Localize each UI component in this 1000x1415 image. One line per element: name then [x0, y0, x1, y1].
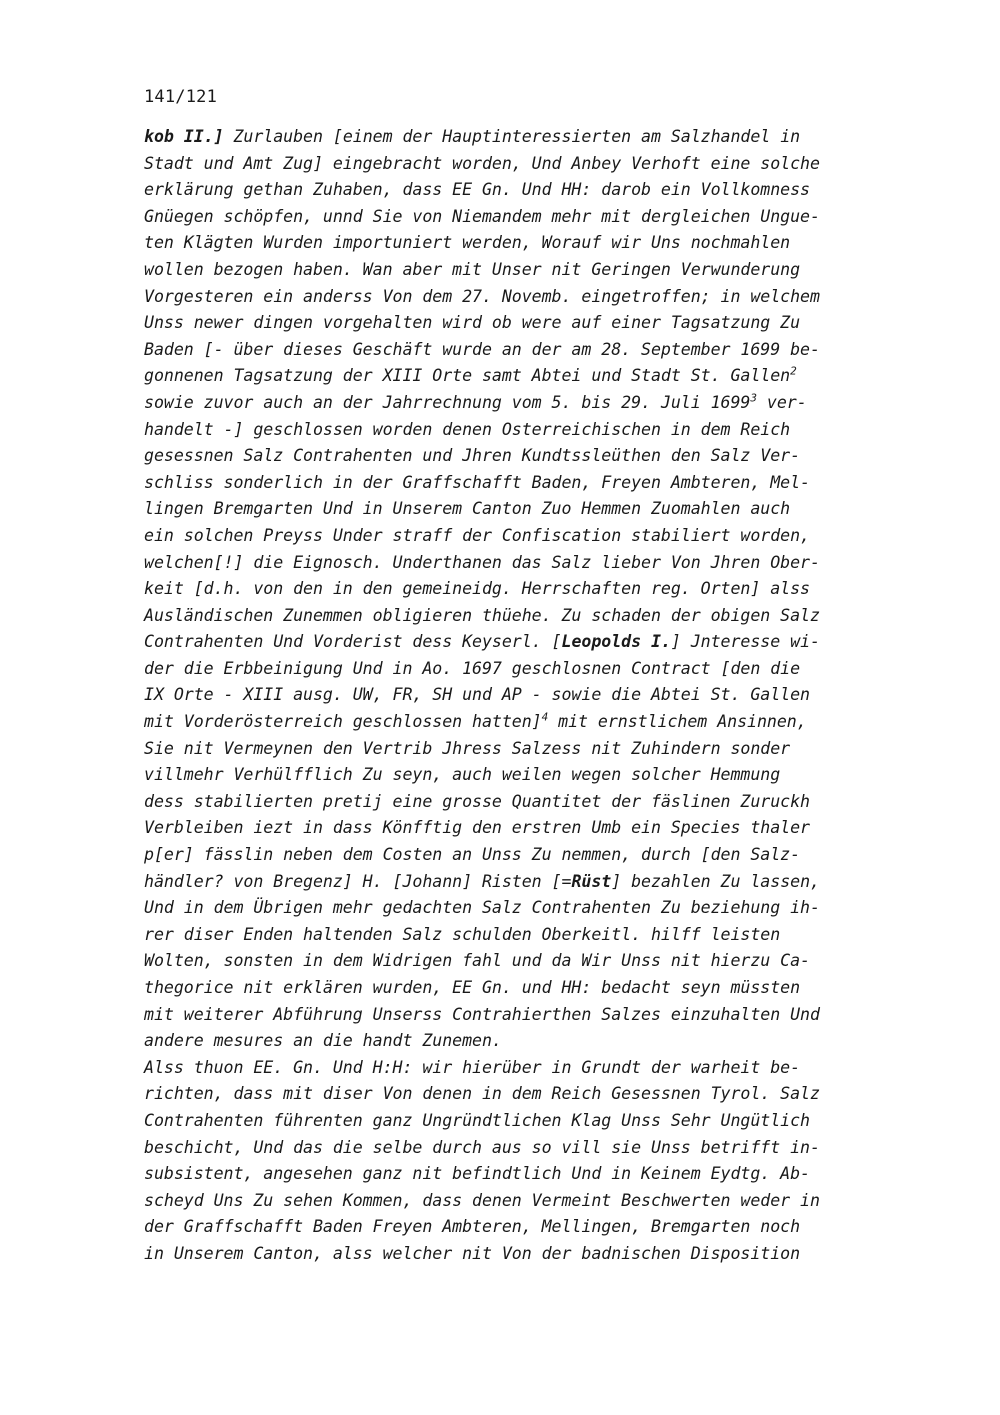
- text-segment: Zurlauben [einem der Hauptinteressierten am Salzhandel in: [223, 127, 801, 146]
- text-segment: erklärung gethan Zuhaben, dass EE Gn. Und HH: darob ein Vollkomness: [144, 180, 810, 200]
- text-segment: beschicht, Und das die selbe durch aus so vill sie Unss betrifft in-: [144, 1137, 820, 1157]
- text-segment: der die Erbbeinigung Und in Ao. 1697 geschlosnen Contract [den die: [144, 658, 801, 678]
- text-line: [144, 922, 924, 949]
- text-segment: Gnüegen schöpfen, unnd Sie von Niemandem mehr mit dergleichen Ungue-: [144, 206, 820, 226]
- text-line: [144, 1081, 924, 1108]
- text-segment: Sie nit Vermeynen den Vertrib Jhress Salzess nit Zuhindern sonder: [144, 738, 791, 758]
- text-segment: dess stabilierten pretij eine grosse Quantitet der fäslinen Zuruckh: [144, 791, 810, 811]
- footnote-marker: 2: [790, 364, 797, 378]
- text-line: [144, 1028, 924, 1055]
- text-segment: ver-: [756, 392, 807, 412]
- text-line: [144, 842, 924, 869]
- text-segment: Baden [- über dieses Geschäft wurde an der am 28. September 1699 be-: [144, 339, 820, 359]
- text-segment: villmehr Verhülfflich Zu seyn, auch weilen wegen solcher Hemmung: [144, 765, 781, 785]
- text-segment: ten Klägten Wurden importuniert werden, Worauf wir Uns nochmahlen: [144, 233, 791, 253]
- footnote-marker: 4: [541, 710, 549, 724]
- text-line: [144, 470, 924, 497]
- text-segment: händler? von Bregenz] H. [Johann] Risten [=: [144, 871, 572, 891]
- text-segment: schliss sonderlich in der Graffschafft Baden, Freyen Ambteren, Mel-: [144, 472, 810, 492]
- text-segment: der Graffschafft Baden Freyen Ambteren, Mellingen, Bremgarten noch: [144, 1217, 801, 1237]
- text-segment: Wolten, sonsten in dem Widrigen fahl und da Wir Unss nit hierzu Ca-: [144, 951, 810, 971]
- footnote-marker: 3: [750, 391, 757, 405]
- text-segment: Verbleiben iezt in dass Könfftig den erstren Umb ein Species thaler: [144, 818, 810, 838]
- text-line: [144, 1161, 924, 1188]
- text-segment: thegorice nit erklären wurden, EE Gn. und HH: bedacht seyn müssten: [144, 978, 801, 997]
- text-segment: keit [d.h. von den in den gemeineidg. Herrschaften reg. Orten] alss: [144, 579, 810, 599]
- bold-text-segment: Rüst: [571, 871, 612, 891]
- text-line: [144, 124, 924, 151]
- text-segment: gesessnen Salz Contrahenten und Jhren Kundtssleüthen den Salz Ver-: [144, 446, 801, 466]
- text-line: [144, 1214, 924, 1241]
- text-line: [144, 895, 924, 922]
- text-line: [144, 1135, 924, 1162]
- text-segment: andere mesures an die handt Zunemen.: [144, 1031, 502, 1051]
- text-line: [144, 337, 924, 364]
- text-segment: wollen bezogen haben. Wan aber mit Unser nit Geringen Verwunderung: [144, 259, 801, 279]
- text-segment: mit Vorderösterreich geschlossen hatten]: [144, 712, 542, 732]
- bold-text-segment: Leopolds I.: [561, 632, 671, 652]
- text-segment: mit weiterer Abführung Unserss Contrahierthen Salzes einzuhalten Und: [144, 1004, 820, 1024]
- text-segment: rer diser Enden haltenden Salz schulden Oberkeitl. hilff leisten: [144, 924, 781, 944]
- text-segment: ein solchen Preyss Under straff der Confiscation stabiliert worden,: [144, 525, 810, 545]
- text-segment: Ausländischen Zunemmen obligieren thüehe. Zu schaden der obigen Salz: [144, 605, 820, 625]
- text-line: [144, 682, 924, 709]
- text-line: [144, 550, 924, 577]
- text-segment: welchen[!] die Eignosch. Underthanen das Salz lieber Von Jhren Ober-: [144, 552, 820, 572]
- text-segment: in Unserem Canton, alss welcher nit Von der badnischen Disposition: [144, 1243, 801, 1263]
- text-segment: handelt -] geschlossen worden denen Osterreichischen in dem Reich: [144, 419, 791, 439]
- text-line: [144, 363, 924, 390]
- text-line: [144, 975, 924, 1002]
- text-line: [144, 177, 924, 204]
- text-segment: subsistent, angesehen ganz nit befindtlich Und in Keinem Eydtg. Ab-: [144, 1164, 810, 1184]
- text-segment: Stadt und Amt Zug] eingebracht worden, Und Anbey Verhoft eine solche: [144, 153, 820, 173]
- text-line: [144, 736, 924, 763]
- text-segment: IX Orte - XIII ausg. UW, FR, SH und AP - sowie die Abtei St. Gallen: [144, 685, 810, 705]
- text-line: [144, 310, 924, 337]
- text-line: [144, 576, 924, 603]
- text-line: [144, 629, 924, 656]
- text-line: [144, 230, 924, 257]
- text-segment: Und in dem Übrigen mehr gedachten Salz Contrahenten Zu beziehung ih-: [144, 898, 820, 918]
- text-segment: p[er] fässlin neben dem Costen an Unss Zu nemmen, durch [den Salz-: [144, 845, 801, 865]
- bold-text-segment: kob II.]: [144, 127, 224, 146]
- text-segment: gonnenen Tagsatzung der XIII Orte samt Abtei und Stadt St. Gallen: [144, 366, 791, 386]
- text-line: [144, 948, 924, 975]
- text-segment: Contrahenten führenten ganz Ungründtlichen Klag Unss Sehr Ungütlich: [144, 1110, 810, 1130]
- text-line: [144, 1108, 924, 1135]
- text-line: [144, 789, 924, 816]
- text-segment: lingen Bremgarten Und in Unserem Canton Zuo Hemmen Zuomahlen auch: [144, 499, 791, 519]
- text-segment: Alss thuon EE. Gn. Und H:H: wir hierüber in Grundt der warheit be-: [144, 1057, 801, 1077]
- text-line: [144, 257, 924, 284]
- text-line: [144, 1055, 924, 1082]
- text-segment: scheyd Uns Zu sehen Kommen, dass denen Vermeint Beschwerten weder in: [144, 1190, 820, 1210]
- text-line: [144, 151, 924, 178]
- document-body-text: [144, 124, 924, 1268]
- text-segment: mit ernstlichem Ansinnen,: [548, 712, 807, 732]
- text-line: [144, 869, 924, 896]
- text-segment: Unss newer dingen vorgehalten wird ob were auf einer Tagsatzung Zu: [144, 313, 801, 333]
- text-segment: richten, dass mit diser Von denen in dem Reich Gesessnen Tyrol. Salz: [144, 1084, 820, 1104]
- text-line: [144, 443, 924, 470]
- text-segment: ] Jnteresse wi-: [670, 632, 820, 652]
- text-line: [144, 204, 924, 231]
- text-segment: ] bezahlen Zu lassen,: [611, 871, 820, 891]
- text-line: [144, 390, 924, 417]
- text-line: [144, 1241, 924, 1268]
- text-line: [144, 417, 924, 444]
- text-line: [144, 656, 924, 683]
- text-line: [144, 284, 924, 311]
- text-line: [144, 709, 924, 736]
- text-line: [144, 523, 924, 550]
- text-line: [144, 1002, 924, 1029]
- text-segment: Contrahenten Und Vorderist dess Keyserl. [: [144, 632, 562, 652]
- text-line: [144, 496, 924, 523]
- text-line: [144, 1188, 924, 1215]
- page-number: 141/121: [144, 87, 218, 107]
- text-line: [144, 762, 924, 789]
- text-segment: sowie zuvor auch an der Jahrrechnung vom 5. bis 29. Juli 1699: [144, 392, 751, 412]
- text-line: [144, 815, 924, 842]
- text-segment: Vorgesteren ein anderss Von dem 27. Novemb. eingetroffen; in welchem: [144, 286, 820, 306]
- text-line: [144, 603, 924, 630]
